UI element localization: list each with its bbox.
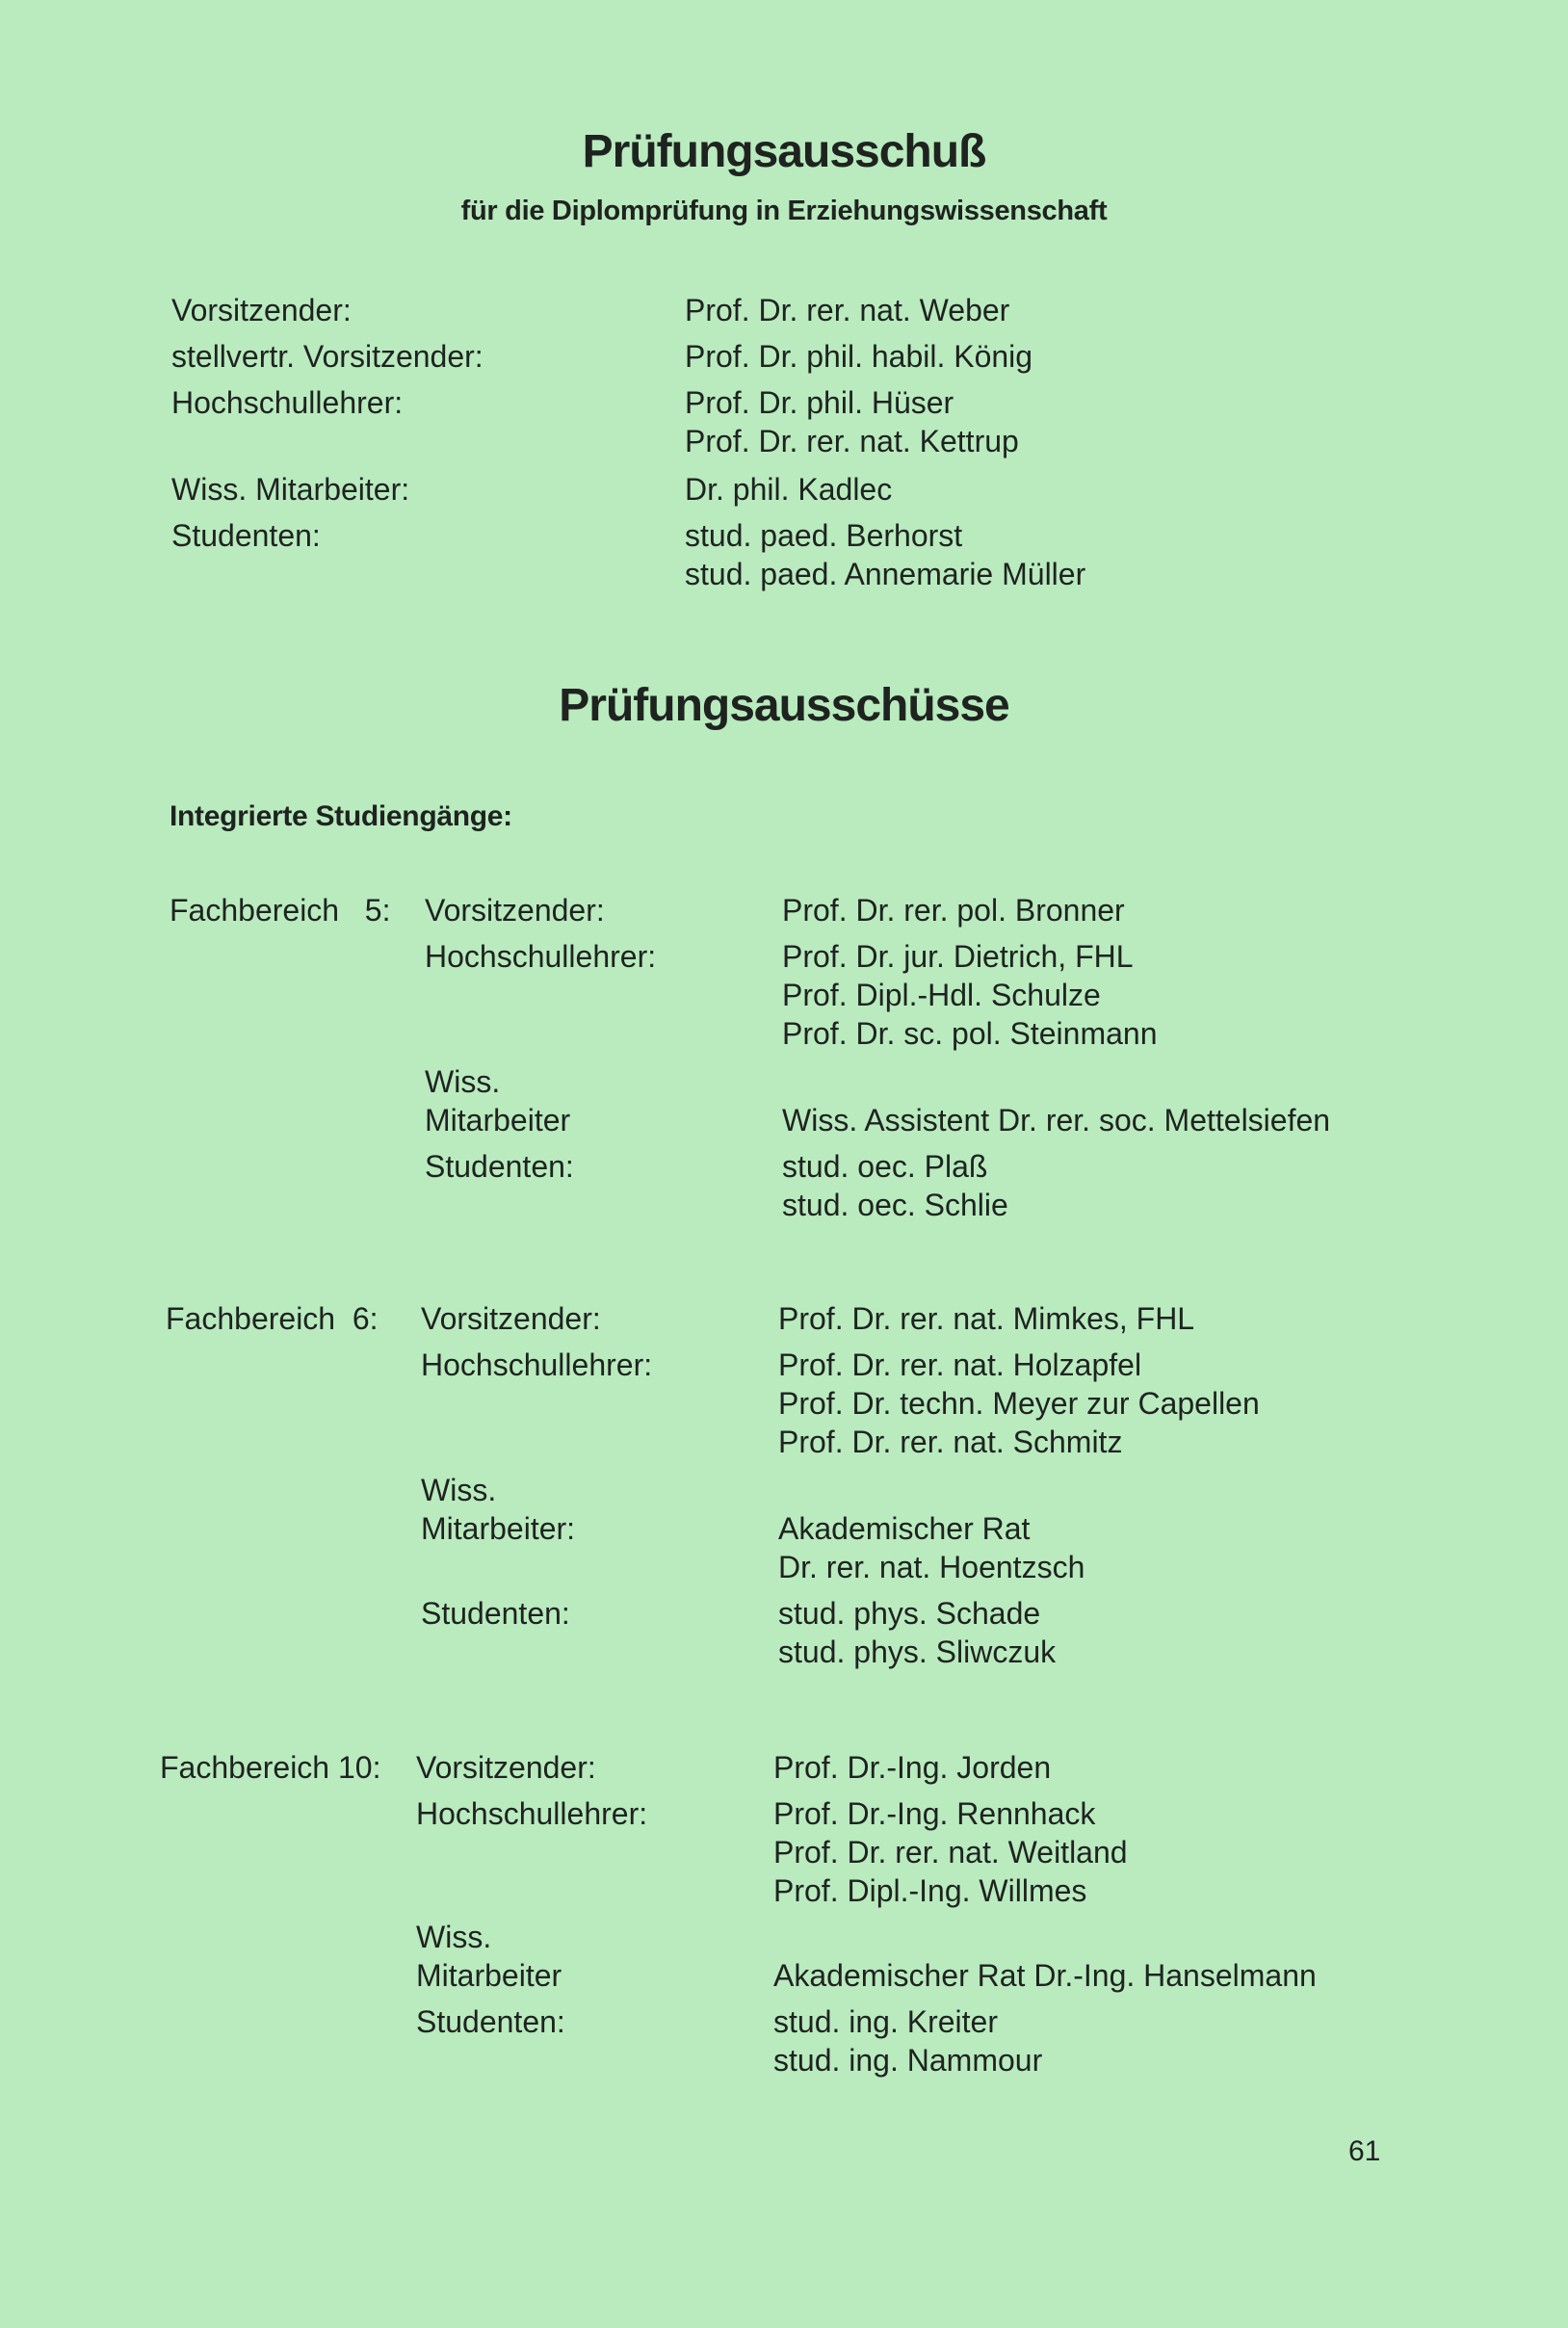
member-names (773, 2002, 1042, 2080)
member-name: Dr. phil. Kadlec (685, 472, 893, 507)
role-label (416, 1794, 647, 1833)
role-label-line: Studenten: (416, 2004, 565, 2039)
page-subtitle: für die Diplomprüfung in Erziehungswissenschaft (460, 196, 1108, 226)
role-label (421, 1346, 652, 1384)
member-name: Prof. Dr. rer. nat. Weitland (773, 1835, 1128, 1870)
section-title: Prüfungsausschüsse (559, 680, 1009, 731)
member-names (773, 1748, 1051, 1787)
committee-member-names (685, 470, 892, 509)
member-name: Prof. Dr. sc. pol. Steinmann (782, 1016, 1158, 1051)
role-label-line: Vorsitzender: (425, 893, 605, 928)
member-name: Dr. rer. nat. Hoentzsch (778, 1550, 1085, 1584)
role-label-line: Mitarbeiter (425, 1103, 571, 1138)
member-names (782, 891, 1125, 929)
role-label (421, 1594, 570, 1633)
role-label-line: Hochschullehrer: (416, 1796, 648, 1831)
member-name: stud. oec. Plaß (782, 1149, 988, 1184)
committee-role-label: Hochschullehrer: (171, 385, 404, 420)
committee-member-names (685, 291, 1009, 329)
member-names (782, 1101, 1330, 1139)
member-name: stud. phys. Schade (778, 1596, 1041, 1631)
member-names (778, 1299, 1194, 1338)
member-name: Prof. Dr.-Ing. Jorden (773, 1750, 1052, 1785)
role-label-line: Wiss. (421, 1473, 497, 1507)
role-label-line: Vorsitzender: (416, 1750, 596, 1785)
member-names (782, 937, 1158, 1053)
member-name: Akademischer Rat Dr.-Ing. Hanselmann (773, 1958, 1317, 1993)
member-names (778, 1509, 1085, 1586)
member-name: stud. phys. Sliwczuk (778, 1635, 1057, 1669)
role-label-line: Wiss. (416, 1920, 492, 1954)
member-name: stud. paed. Annemarie Müller (685, 557, 1086, 591)
role-label (416, 1918, 562, 1995)
member-name: stud. ing. Kreiter (773, 2004, 998, 2039)
member-name: Prof. Dr. rer. nat. Kettrup (685, 424, 1019, 458)
member-name: Prof. Dr. phil. Hüser (685, 385, 954, 420)
role-label-line: Studenten: (421, 1596, 570, 1631)
fachbereich-label: Fachbereich 6: (166, 1301, 379, 1336)
role-label-line: Wiss. (425, 1064, 501, 1099)
committee-role-label: Wiss. Mitarbeiter: (171, 472, 410, 507)
member-name: Prof. Dr. phil. habil. König (685, 339, 1033, 374)
committee-role-label: stellvertr. Vorsitzender: (171, 339, 483, 374)
role-label (425, 891, 605, 929)
member-names (773, 1794, 1128, 1910)
member-name: Prof. Dr.-Ing. Rennhack (773, 1796, 1096, 1831)
member-name: Wiss. Assistent Dr. rer. soc. Mettelsiefen (782, 1103, 1331, 1138)
committee-member-names (685, 516, 1085, 593)
fachbereich-label: Fachbereich 5: (170, 893, 391, 928)
role-label (425, 937, 656, 976)
member-names (773, 1956, 1317, 1995)
page-number: 61 (1348, 2135, 1381, 2167)
member-name: stud. paed. Berhorst (685, 518, 963, 553)
member-name: Prof. Dipl.-Ing. Willmes (773, 1873, 1087, 1908)
role-label (425, 1147, 574, 1186)
role-label (416, 1748, 596, 1787)
member-name: Prof. Dr. rer. nat. Weber (685, 293, 1010, 327)
committee-member-names (685, 337, 1032, 376)
section-subheading: Integrierte Studiengänge: (170, 800, 512, 832)
member-name: Akademischer Rat (778, 1511, 1031, 1546)
member-name: Prof. Dr. jur. Dietrich, FHL (782, 939, 1134, 974)
page-title: Prüfungsausschuß (582, 126, 986, 177)
member-names (778, 1594, 1056, 1671)
role-label-line: Hochschullehrer: (421, 1347, 653, 1382)
role-label-line: Vorsitzender: (421, 1301, 601, 1336)
member-name: Prof. Dr. rer. pol. Bronner (782, 893, 1125, 928)
role-label (425, 1062, 570, 1139)
member-names (782, 1147, 1008, 1224)
role-label-line: Hochschullehrer: (425, 939, 657, 974)
role-label (421, 1299, 601, 1338)
role-label (421, 1471, 575, 1548)
committee-member-names (685, 383, 1019, 460)
committee-role-label: Vorsitzender: (171, 293, 352, 327)
member-name: Prof. Dr. rer. nat. Holzapfel (778, 1347, 1142, 1382)
member-name: Prof. Dr. techn. Meyer zur Capellen (778, 1386, 1260, 1421)
member-name: stud. oec. Schlie (782, 1188, 1008, 1222)
member-name: Prof. Dr. rer. nat. Schmitz (778, 1425, 1123, 1459)
member-name: Prof. Dipl.-Hdl. Schulze (782, 978, 1101, 1012)
role-label-line: Mitarbeiter (416, 1958, 562, 1993)
committee-role-label: Studenten: (171, 518, 321, 553)
fachbereich-label: Fachbereich 10: (160, 1750, 381, 1785)
member-names (778, 1346, 1260, 1461)
role-label (416, 2002, 565, 2041)
member-name: Prof. Dr. rer. nat. Mimkes, FHL (778, 1301, 1195, 1336)
member-name: stud. ing. Nammour (773, 2043, 1043, 2078)
role-label-line: Studenten: (425, 1149, 574, 1184)
role-label-line: Mitarbeiter: (421, 1511, 576, 1546)
